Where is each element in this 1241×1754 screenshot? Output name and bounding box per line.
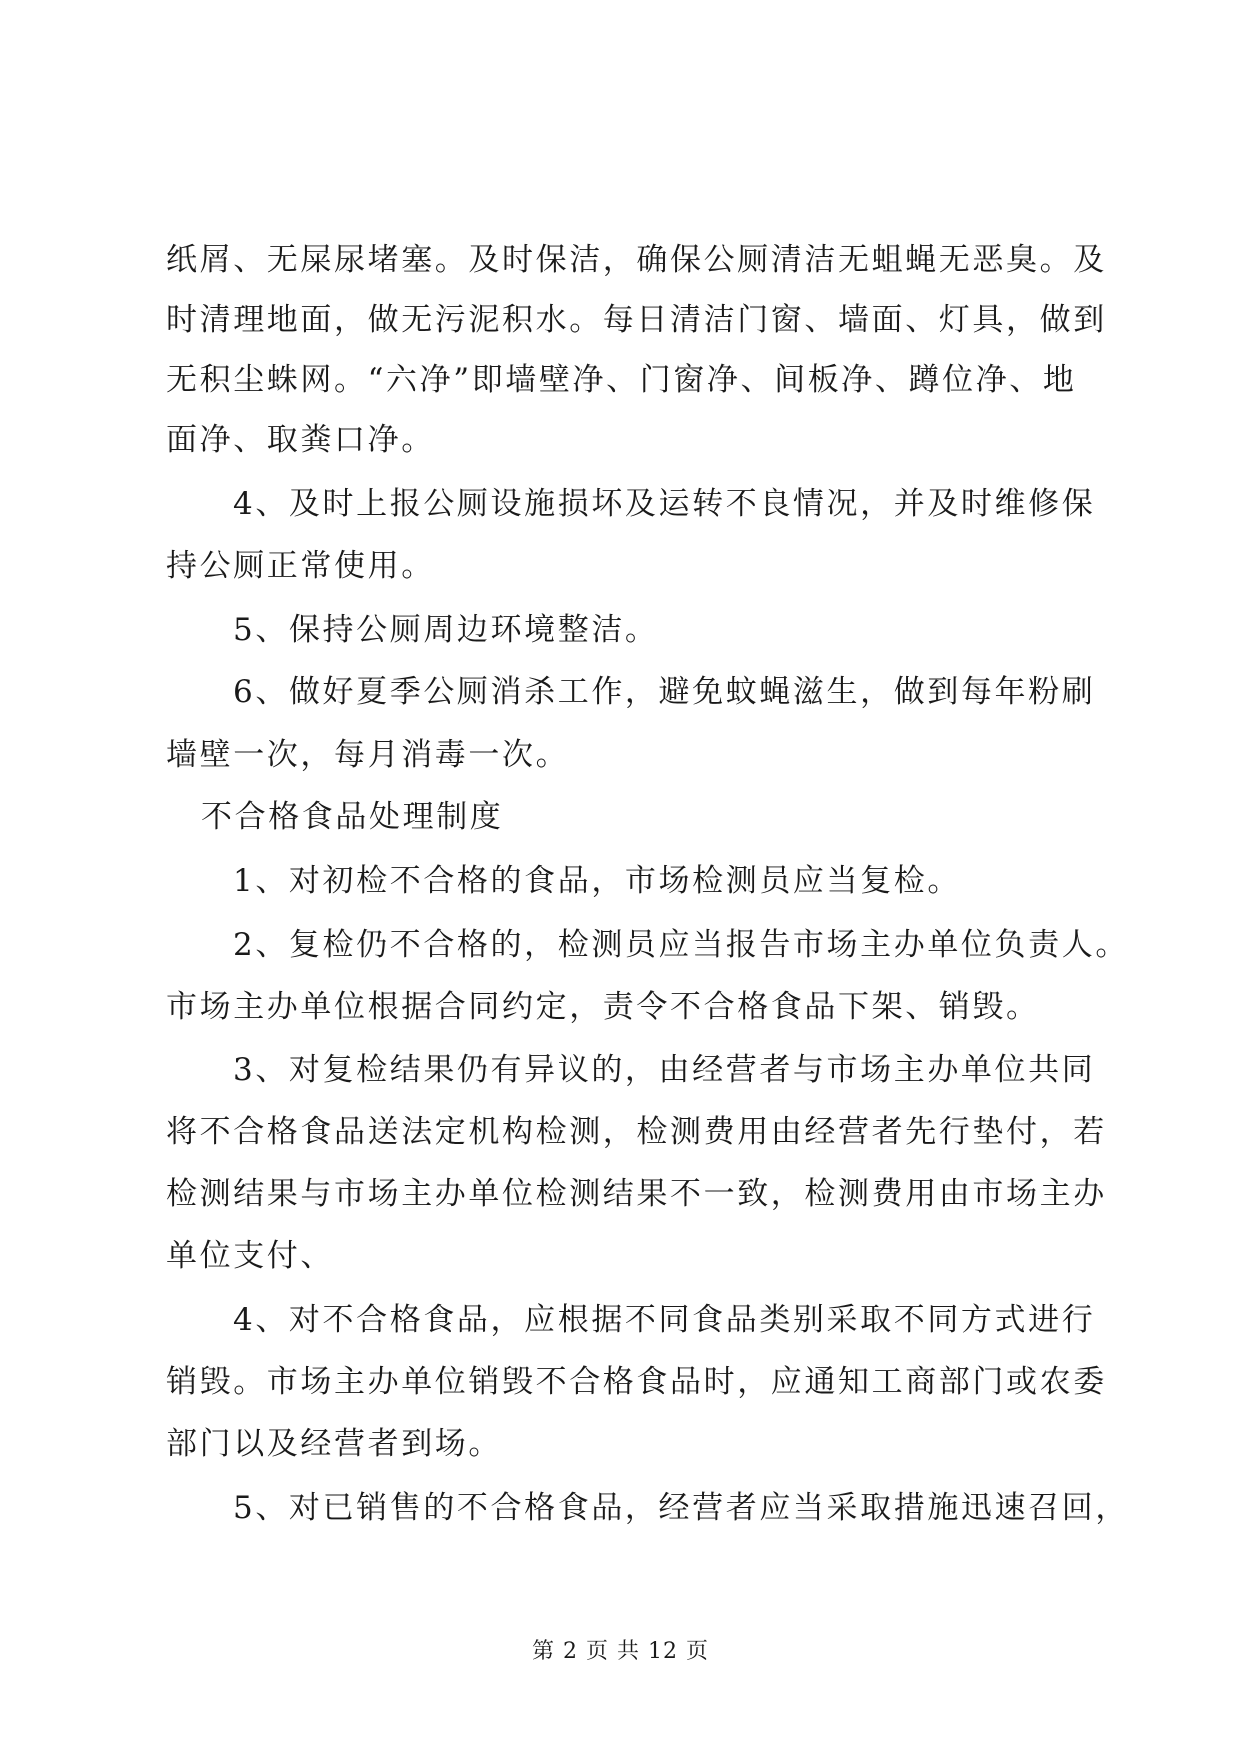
body-line: 无积尘蛛网。“六净”即墙壁净、门窗净、间板净、蹲位净、地 <box>166 362 1077 398</box>
body-line: 持公厕正常使用。 <box>166 548 435 584</box>
body-line: 6、做好夏季公厕消杀工作，避免蚊蝇滋生，做到每年粉刷 <box>233 674 1096 710</box>
body-line: 部门以及经营者到场。 <box>166 1426 502 1462</box>
section-title: 不合格食品处理制度 <box>201 799 504 835</box>
body-line: 单位支付、 <box>166 1238 334 1274</box>
body-line: 将不合格食品送法定机构检测，检测费用由经营者先行垫付，若 <box>166 1114 1107 1150</box>
page-number-footer: 第 2 页 共 12 页 <box>532 1639 709 1664</box>
body-line: 面净、取粪口净。 <box>166 422 435 458</box>
body-line: 销毁。市场主办单位销毁不合格食品时，应通知工商部门或农委 <box>166 1364 1107 1400</box>
body-line: 4、及时上报公厕设施损坏及运转不良情况，并及时维修保 <box>233 486 1096 522</box>
body-line: 市场主办单位根据合同约定，责令不合格食品下架、销毁。 <box>166 989 1040 1025</box>
body-line: 墙壁一次，每月消毒一次。 <box>166 737 570 773</box>
body-line: 检测结果与市场主办单位检测结果不一致，检测费用由市场主办 <box>166 1176 1107 1212</box>
body-line: 5、保持公厕周边环境整洁。 <box>233 612 659 648</box>
body-line: 5、对已销售的不合格食品，经营者应当采取措施迅速召回， <box>233 1490 1129 1526</box>
body-line: 3、对复检结果仍有异议的，由经营者与市场主办单位共同 <box>233 1052 1096 1088</box>
body-line: 时清理地面，做无污泥积水。每日清洁门窗、墙面、灯具，做到 <box>166 302 1107 338</box>
body-line: 2、复检仍不合格的，检测员应当报告市场主办单位负责人。 <box>233 927 1129 963</box>
body-line: 纸屑、无屎尿堵塞。及时保洁，确保公厕清洁无蛆蝇无恶臭。及 <box>166 242 1107 278</box>
body-line: 1、对初检不合格的食品，市场检测员应当复检。 <box>233 863 961 899</box>
body-line: 4、对不合格食品，应根据不同食品类别采取不同方式进行 <box>233 1302 1096 1338</box>
